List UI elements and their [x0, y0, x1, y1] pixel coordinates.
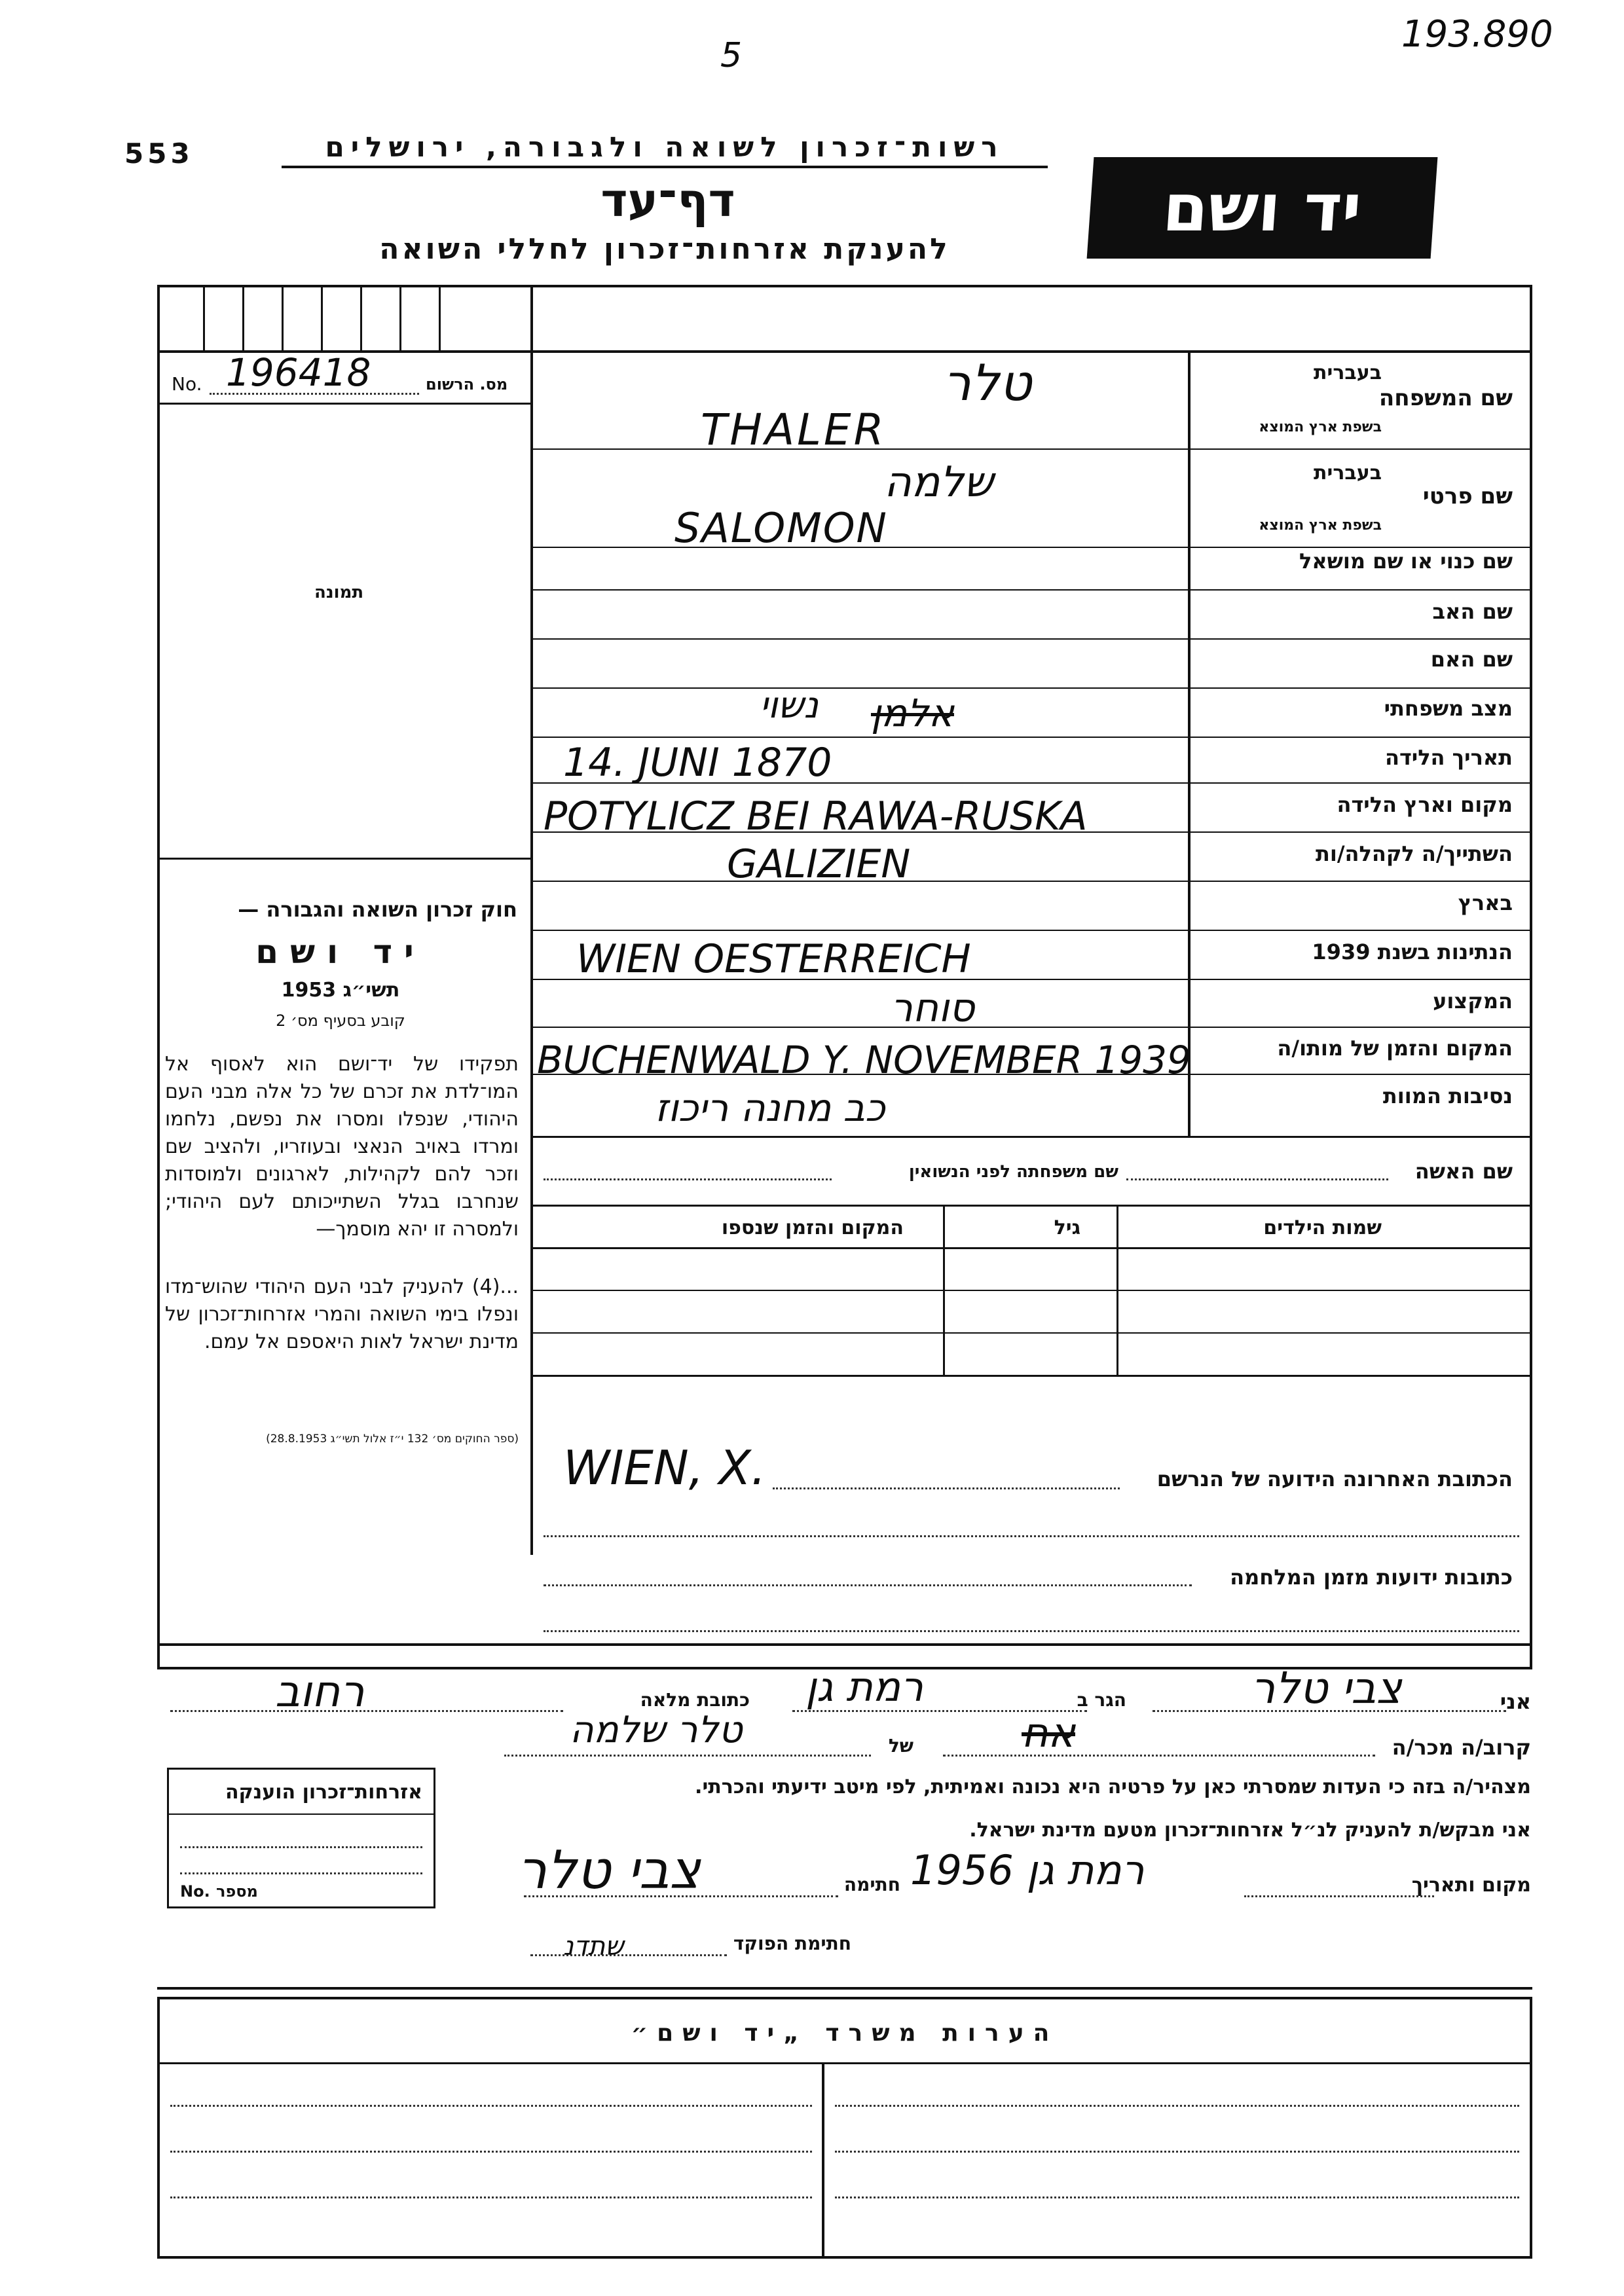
photo-label: תמונה [314, 583, 364, 602]
label-origin-language-2: בשפת ארץ המוצא [1259, 517, 1382, 534]
form-subtitle: להענקת אזרחות־זכרון לחללי השואה [379, 232, 950, 266]
logo-text: יד ושם [1160, 170, 1365, 246]
label-full-address: כתובת מלאה [640, 1689, 750, 1711]
value-signature: צבי טלר [517, 1840, 701, 1901]
label-nickname: שם כנוי או שם מושאל [1299, 549, 1513, 574]
label-maiden-name: שם משפחתה לפני הנשואין [908, 1162, 1118, 1182]
label-officer-signature: חתימת הפוקד [733, 1933, 851, 1954]
label-signature: חתימה [843, 1874, 900, 1895]
value-first-name-he: שלמה [884, 458, 993, 507]
law-footnote: (ספר החוקים מס׳ 132 י״ז אלול תשי״ג 28.8.1953) [266, 1432, 519, 1446]
label-of: של [888, 1735, 913, 1757]
yad-vashem-logo [1087, 157, 1438, 259]
label-birth-date: תאריך הלידה [1384, 745, 1513, 770]
law-paragraph-1: תפקידו של יד־ושם הוא לאסוף אל המו־לדת את זכרם של כל אלה מבני העם היהודי, שנפלו ומסרו את נפשם, נלחמו ומרדו באויב הנאצי ובעוזריו, ולהציב שם וזכר להם לקהילות, לארגונים ולמוסדות שנחרבו בגלל השתייכותם לעם היהודי; ולמסרה זו יהא מוסמך— [165, 1053, 519, 1241]
value-place-date: רמת גן 1956 [910, 1846, 1145, 1894]
registration-number: 196418 [226, 350, 371, 395]
archive-number: 193.890 [1401, 13, 1553, 56]
value-last-address: WIEN, X. [563, 1440, 766, 1495]
label-mother-name: שם האם [1430, 647, 1513, 672]
label-last-address: הכתובת האחרונה הידועה של הנרשם [1156, 1467, 1513, 1491]
value-family-name-origin: THALER [701, 405, 887, 455]
value-citizenship-1939: WIEN OESTERREICH [576, 936, 971, 982]
value-officer-signature: שתדנ [563, 1931, 624, 1961]
label-family-name: שם המשפחה [1378, 385, 1513, 411]
label-profession: המקצוע [1433, 989, 1513, 1013]
label-community: השתייך/ה לקהלה/ות [1315, 841, 1513, 866]
value-first-name-origin: SALOMON [674, 504, 888, 552]
label-resides: הגר ב [1077, 1689, 1126, 1711]
label-place-date: מקום ותאריך [1411, 1874, 1531, 1897]
label-death-place-time: המקום והזמן של מותו/ה [1277, 1036, 1513, 1061]
label-first-name: שם פרטי [1422, 483, 1513, 509]
label-origin-language-1: בשפת ארץ המוצא [1259, 419, 1382, 435]
value-death-circumstances: כב מחנה ריכוז [655, 1085, 885, 1130]
value-death-place-time: BUCHENWALD Y. NOVEMBER 1939 [537, 1038, 1191, 1082]
label-father-name: שם האב [1432, 599, 1513, 624]
value-family-name-he: טלר [943, 354, 1032, 412]
value-marital-status: נשוי [760, 684, 819, 727]
label-relative: קרוב/ה מכר/ה [1392, 1735, 1531, 1760]
grant-number-no: No. [180, 1882, 210, 1901]
law-title: יד ושם [255, 933, 426, 971]
grant-number-label: מספר [216, 1882, 258, 1901]
value-profession: סוחר [891, 985, 975, 1031]
value-community: GALIZIEN [727, 841, 911, 887]
label-i: אני [1500, 1689, 1531, 1714]
value-witness-address: רחוב [275, 1666, 365, 1717]
value-witness-city: רמת גן [805, 1663, 924, 1711]
label-children-names: שמות הילדים [1263, 1216, 1382, 1239]
office-notes-title: הערות משרד „יד ושם״ [631, 2020, 1059, 2047]
pencil-mark: 5 [720, 36, 743, 75]
law-clause: קובע בסעיף מס׳ 2 [276, 1011, 405, 1030]
label-wartime-addresses: כתובות ידועות מזמן המלחמה [1230, 1565, 1513, 1590]
declaration-statement: מצהיר/ה בזה כי העדות שמסרתי כאן על פרטיה היא נכונה ואמיתית, לפי מיטב ידיעתי והכרתי. [695, 1776, 1531, 1798]
registration-label-no: No. [172, 373, 202, 395]
law-paragraph-2: ...(4) להעניק לבני העם היהודי שהוש־מדו ונפלו בימי השואה והמרי אזרחות־זכרון של מדינת ישראל לאות היאספם אל עמם. [165, 1275, 519, 1353]
value-relation-of: טלר שלמה [570, 1709, 743, 1751]
authority-line: רשות־זכרון לשואה ולגבורה, ירושלים [282, 131, 1048, 168]
label-birth-place: מקום וארץ הלידה [1337, 792, 1513, 817]
label-country: בארץ [1458, 890, 1513, 915]
value-birth-date: 14. JUNI 1870 [563, 740, 832, 786]
value-marital-status-struck: אלמן [871, 691, 954, 735]
label-in-hebrew-2: בעברית [1314, 462, 1382, 484]
label-in-hebrew-1: בעברית [1314, 361, 1382, 384]
value-birth-place: POTYLICZ BEI RAWA-RUSKA [544, 793, 1088, 839]
label-citizenship-1939: הנתינות בשנת 1939 [1312, 939, 1513, 964]
law-heading: חוק זכרון השואה והגבורה — [238, 897, 517, 922]
label-age: גיל [1054, 1216, 1080, 1239]
registration-label-he: מס. הרשום [426, 375, 508, 393]
label-wife-name: שם האשה [1414, 1159, 1513, 1184]
label-children-death-place: המקום והזמן שנספו [721, 1216, 904, 1239]
label-death-circumstances: נסיבות המוות [1382, 1084, 1513, 1108]
form-title: דף־עד [600, 173, 735, 227]
left-number: 553 [124, 137, 194, 170]
label-marital-status: מצב משפחתי [1384, 696, 1513, 721]
law-year: תשי״ג 1953 [281, 979, 400, 1002]
declaration-request: אני מבקש/ת להעניק לנ״ל אזרחות־זכרון מטעם מדינת ישראל. [969, 1819, 1531, 1842]
grant-title: אזרחות־זכרון הוענקה [225, 1781, 422, 1804]
value-witness-name: צבי טלר [1251, 1663, 1402, 1713]
value-relation: אח [1022, 1709, 1075, 1757]
